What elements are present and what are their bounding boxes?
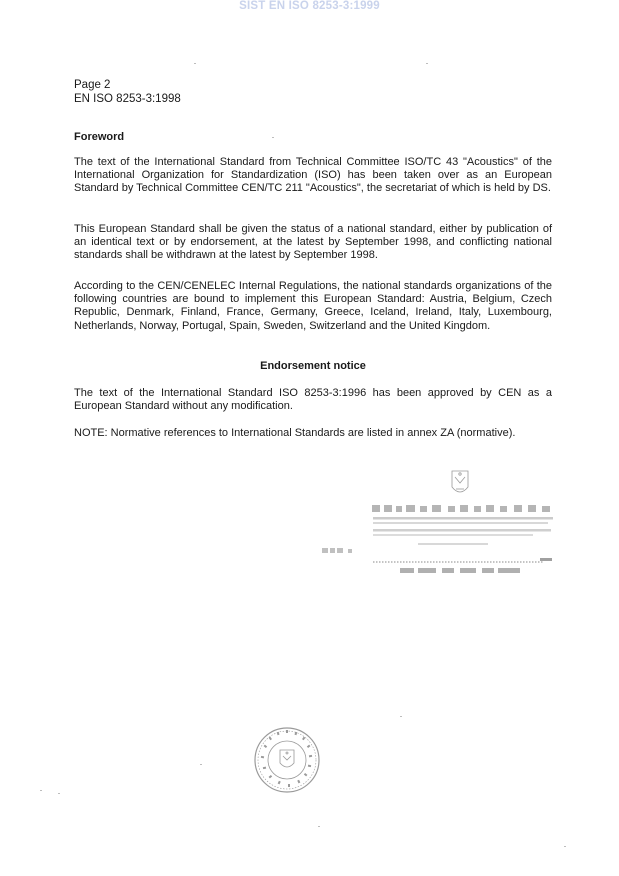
round-seal — [252, 725, 322, 795]
crest-icon — [452, 471, 468, 492]
foreword-paragraph-3-wrap — [74, 280, 552, 333]
scan-speck — [426, 63, 428, 64]
normative-note: NOTE: Normative references to International Standards are listed in annex ZA (normative). — [74, 427, 516, 439]
scan-speck — [318, 826, 320, 827]
scan-speck — [400, 716, 402, 717]
endorsement-heading: Endorsement notice — [260, 360, 366, 372]
watermark: SIST EN ISO 8253-3:1999 — [239, 0, 380, 12]
endorsement-heading-wrap — [74, 360, 552, 373]
foreword-section — [74, 131, 552, 144]
scan-speck — [40, 790, 42, 791]
foreword-paragraph-1-wrap — [74, 156, 552, 196]
scan-speck — [200, 764, 202, 765]
foreword-paragraph-2: This European Standard shall be given the status of a national standard, either by publication of an identical text or by endorsement, at the latest by September 1998, and conflicting national standards shall be withdrawn at the latest by September 1998. — [74, 223, 552, 262]
normative-note-wrap — [74, 427, 552, 440]
seal-crest-icon — [280, 750, 294, 767]
page-number: Page 2 — [74, 79, 111, 91]
scan-speck — [564, 846, 566, 847]
endorsement-paragraph: The text of the International Standard ISO 8253-3:1996 has been approved by CEN as a European Standard without any modification. — [74, 387, 552, 413]
endorsement-paragraph-wrap — [74, 387, 552, 413]
page-header — [74, 78, 181, 106]
scan-speck — [194, 63, 196, 64]
foreword-heading: Foreword — [74, 131, 125, 143]
standard-id: EN ISO 8253-3:1998 — [74, 93, 181, 105]
institute-stamp — [318, 465, 558, 580]
scan-speck — [58, 793, 60, 794]
foreword-paragraph-3: According to the CEN/CENELEC Internal Regulations, the national standards organizations of the following countries are bound to implement this European Standard: Austria, Belgium, Czech Republic, Denmark, Finland, France, Germany, Greece, Iceland, Ireland, Italy, Luxembourg, Netherlands, Norway, Portugal, Spain, Sweden, Switzerland and the United Kingdom. — [74, 280, 552, 332]
foreword-paragraph-2-wrap — [74, 223, 552, 263]
scan-speck — [272, 137, 274, 138]
foreword-paragraph-1: The text of the International Standard from Technical Committee ISO/TC 43 "Acoustics" of the International Organization for Standardization (ISO) has been taken over as an European Standard by Technical Committee CEN/TC 211 "Acoustics", the secretariat of which is held by DS. — [74, 156, 552, 195]
